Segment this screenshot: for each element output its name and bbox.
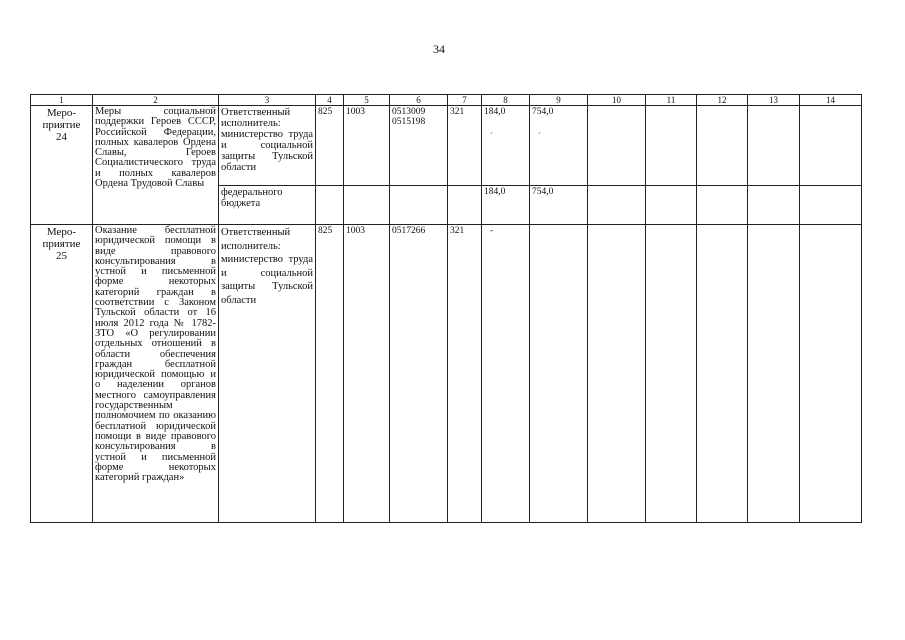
header-cell: 6 (390, 95, 448, 106)
empty-cell (800, 186, 862, 225)
table-row (31, 225, 862, 523)
event-description: Оказание бесплатной юридической помощи в виде правового консультирования в устной и письменной форме некоторых категорий граждан в соответствии с Законом Тульской области от 16 июля 2012 года № 1782-ЗТО «О регулировании отдельных отношений в области обеспечения граждан бесплатной юридической помощью и о наделении органов местного самоуправления государственным полномочием по оказанию бесплатной юридической помощи в виде правового консультирования в устной и письменной форме некоторых категорий граждан» (93, 225, 219, 523)
value-cell (530, 106, 588, 186)
empty-cell (344, 186, 390, 225)
header-cell: 8 (482, 95, 530, 106)
value-cell: 1003 (344, 225, 390, 523)
value-cell: - (482, 225, 530, 523)
value-text: 184,0 (484, 107, 506, 117)
empty-cell (646, 106, 697, 186)
value-cell: 321 (448, 106, 482, 186)
empty-cell (588, 106, 646, 186)
empty-cell (748, 186, 800, 225)
empty-cell (530, 225, 588, 523)
header-cell: 3 (219, 95, 316, 106)
executor-cell: Ответственный исполнитель: министерство труда и социальной защиты Тульской области (219, 225, 316, 523)
empty-cell (646, 225, 697, 523)
empty-cell (588, 225, 646, 523)
empty-cell (697, 186, 748, 225)
empty-cell (646, 186, 697, 225)
value-cell: 184,0 (482, 186, 530, 225)
empty-cell (390, 186, 448, 225)
value-cell (482, 106, 530, 186)
executor-cell: Ответственный исполнитель: министерство труда и социальной защиты Тульской области (219, 106, 316, 186)
header-cell: 11 (646, 95, 697, 106)
budget-table (30, 94, 862, 523)
empty-cell (800, 225, 862, 523)
header-cell: 13 (748, 95, 800, 106)
event-description: Меры социальной поддержки Героев СССР, Российской Федерации, полных кавалеров Ордена Славы, Героев Социалистического труда и полных кавалеров Ордена Трудовой Славы (93, 106, 219, 225)
header-cell: 4 (316, 95, 344, 106)
value-cell: 825 (316, 225, 344, 523)
value-cell: 0513009 0515198 (390, 106, 448, 186)
pen-mark: ˊ (538, 131, 541, 141)
header-cell: 12 (697, 95, 748, 106)
header-cell: 5 (344, 95, 390, 106)
header-cell: 10 (588, 95, 646, 106)
event-label: Меро- приятие 25 (31, 225, 93, 523)
executor-cell: федерального бюджета (219, 186, 316, 225)
empty-cell (697, 225, 748, 523)
empty-cell (748, 225, 800, 523)
page-number: 34 (433, 42, 445, 56)
value-cell: 825 (316, 106, 344, 186)
table-row (31, 106, 862, 186)
event-label: Меро- приятие 24 (31, 106, 93, 225)
empty-cell (800, 106, 862, 186)
header-cell: 14 (800, 95, 862, 106)
header-cell: 9 (530, 95, 588, 106)
empty-cell (748, 106, 800, 186)
value-cell: 754,0 (530, 186, 588, 225)
empty-cell (588, 186, 646, 225)
value-cell: 321 (448, 225, 482, 523)
empty-cell (697, 106, 748, 186)
empty-cell (316, 186, 344, 225)
header-cell: 2 (93, 95, 219, 106)
header-cell: 1 (31, 95, 93, 106)
empty-cell (448, 186, 482, 225)
value-text: 754,0 (532, 107, 554, 117)
header-cell: 7 (448, 95, 482, 106)
header-row (31, 95, 862, 106)
value-cell: 0517266 (390, 225, 448, 523)
value-cell: 1003 (344, 106, 390, 186)
pen-mark: ˊ (490, 131, 493, 141)
